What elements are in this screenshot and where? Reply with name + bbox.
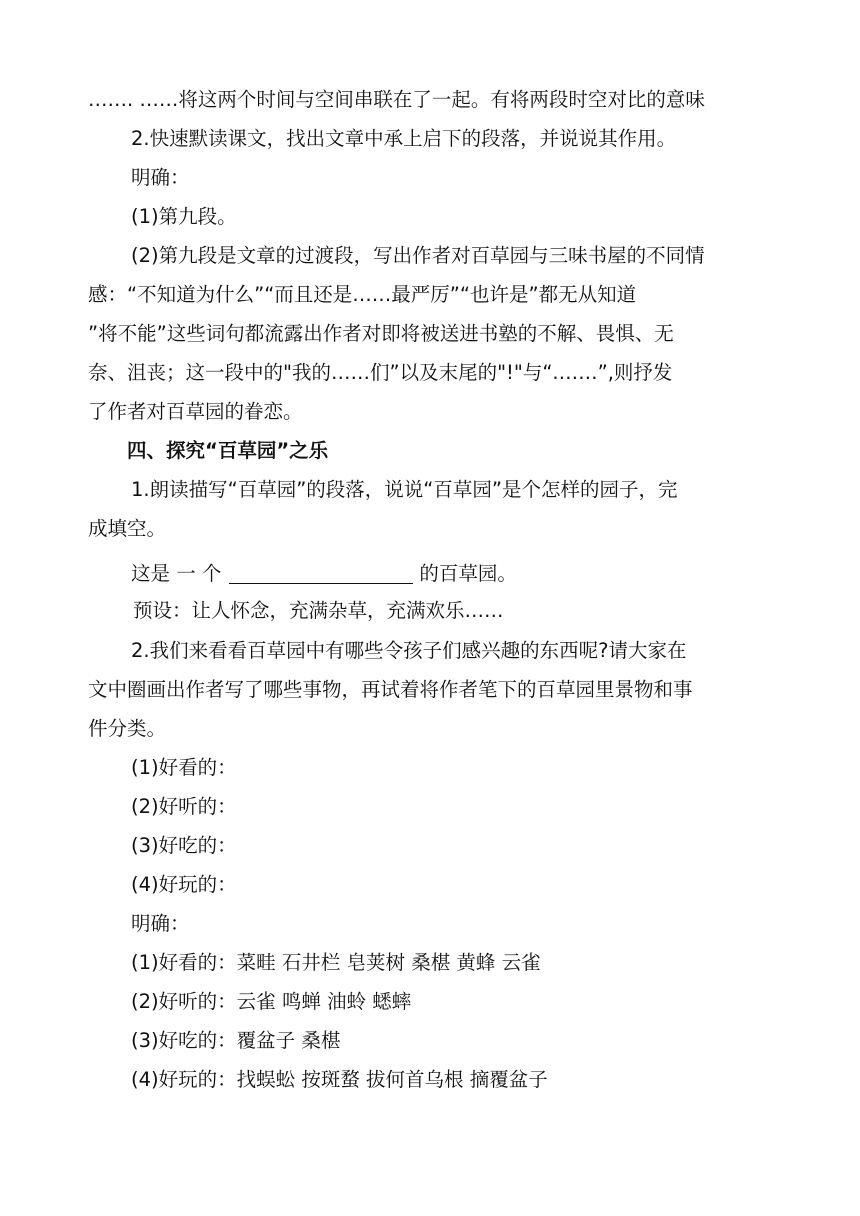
- section-heading: 四、探究“百草园”之乐: [127, 439, 329, 462]
- fill-blank: [229, 563, 413, 584]
- text-line: 件分类。: [88, 717, 167, 740]
- question-1-line: 1.朗读描写“百草园”的段落，说说“百草园”是个怎样的园子，完: [131, 478, 678, 501]
- answer-category-item: (4)好玩的：找蜈蚣 按斑蝥 拔何首乌根 摘覆盆子: [131, 1068, 548, 1091]
- fill-blank-prefix: 这是 一 个: [131, 562, 222, 585]
- question-2-line: 2.快速默读课文，找出文章中承上启下的段落，并说说其作用。: [131, 127, 677, 150]
- answer-category-item: (1)好看的：菜畦 石井栏 皂荚树 桑椹 黄蜂 云雀: [131, 951, 541, 974]
- preset-answer: 预设：让人怀念，充满杂草，充满欢乐……: [133, 599, 504, 622]
- text-line: 了作者对百草园的眷恋。: [88, 400, 303, 423]
- answer-category-item: (3)好吃的：覆盆子 桑椹: [131, 1029, 341, 1052]
- answer-item-1: (1)第九段。: [131, 205, 237, 228]
- fill-blank-suffix: 的百草园。: [419, 562, 517, 585]
- text-line: 文中圈画出作者写了哪些事物，再试着将作者笔下的百草园里景物和事: [88, 678, 693, 701]
- category-item: (3)好吃的：: [131, 834, 237, 857]
- answer-label: 明确：: [131, 166, 190, 189]
- category-item: (1)好看的：: [131, 756, 237, 779]
- answer-label: 明确：: [131, 912, 190, 935]
- answer-category-item: (2)好听的：云雀 鸣蝉 油蛉 蟋蟀: [131, 990, 412, 1013]
- text-line: 成填空。: [88, 517, 167, 540]
- text-line: ……. ……将这两个时间与空间串联在了一起。有将两段时空对比的意味: [88, 88, 705, 111]
- category-item: (4)好玩的：: [131, 873, 237, 896]
- fill-blank-line: [131, 561, 517, 587]
- category-item: (2)好听的：: [131, 795, 237, 818]
- text-line: 感：“不知道为什么”“而且还是……最严厉”“也许是”都无从知道: [88, 283, 637, 306]
- text-line: ”将不能”这些词句都流露出作者对即将被送进书塾的不解、畏惧、无: [88, 322, 674, 345]
- text-line: 奈、沮丧；这一段中的"我的……们”以及末尾的"!"与“.……”,则抒发: [88, 361, 673, 384]
- answer-item-2: (2)第九段是文章的过渡段，写出作者对百草园与三味书屋的不同情: [131, 244, 705, 267]
- question-2-line: 2.我们来看看百草园中有哪些令孩子们感兴趣的东西呢?请大家在: [131, 639, 687, 662]
